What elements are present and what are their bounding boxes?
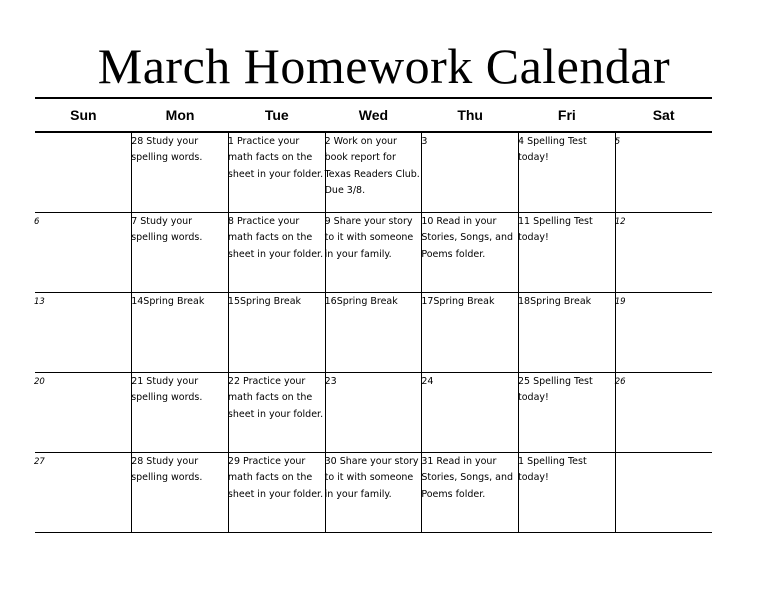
day-cell bbox=[519, 293, 616, 373]
day-cell bbox=[422, 213, 519, 293]
day-cell-text: 20 bbox=[34, 377, 45, 387]
day-cell-text: 3 bbox=[421, 136, 428, 147]
day-cell-text: 18Spring Break bbox=[518, 296, 592, 307]
day-cell bbox=[325, 132, 422, 213]
day-cell-text: 28 Study your spelling words. bbox=[131, 136, 203, 164]
day-cell-text: 25 Spelling Test today! bbox=[518, 376, 593, 404]
day-cell bbox=[325, 373, 422, 453]
day-cell bbox=[35, 213, 132, 293]
day-cell-text: 30 Share your story to it with someone in your family. bbox=[324, 456, 419, 500]
day-cell-text: 26 bbox=[614, 377, 626, 387]
day-cell bbox=[325, 213, 422, 293]
day-cell bbox=[228, 132, 325, 213]
day-cell bbox=[35, 132, 132, 213]
day-cell-text: 1 Practice your math facts on the sheet in your folder. bbox=[227, 136, 324, 180]
day-cell-text: 29 Practice your math facts on the sheet in your folder. bbox=[227, 456, 324, 500]
day-cell bbox=[422, 453, 519, 533]
day-cell bbox=[228, 213, 325, 293]
day-cell bbox=[35, 373, 132, 453]
day-cell bbox=[519, 373, 616, 453]
day-cell-text: 16Spring Break bbox=[324, 296, 398, 307]
day-cell bbox=[325, 293, 422, 373]
day-cell-text: 28 Study your spelling words. bbox=[131, 456, 203, 484]
week-row-4 bbox=[35, 373, 712, 453]
day-cell bbox=[615, 293, 712, 373]
day-cell bbox=[519, 453, 616, 533]
day-cell bbox=[422, 373, 519, 453]
day-cell bbox=[132, 373, 229, 453]
weekday-sat: Sat bbox=[615, 98, 712, 132]
day-cell-text: 8 Practice your math facts on the sheet in your folder. bbox=[227, 216, 324, 260]
week-row-1 bbox=[35, 132, 712, 213]
day-cell bbox=[228, 373, 325, 453]
day-cell bbox=[228, 293, 325, 373]
weekday-fri: Fri bbox=[519, 98, 616, 132]
day-cell bbox=[132, 453, 229, 533]
day-cell bbox=[132, 293, 229, 373]
day-cell-text: 10 Read in your Stories, Songs, and Poems folder. bbox=[421, 216, 514, 260]
weekday-tue: Tue bbox=[228, 98, 325, 132]
day-cell-text: 13 bbox=[34, 297, 45, 307]
page-title: March Homework Calendar bbox=[97, 38, 671, 94]
day-cell-text: 27 bbox=[34, 457, 45, 467]
week-row-2 bbox=[35, 213, 712, 293]
day-cell-text: 19 bbox=[614, 297, 626, 307]
day-cell bbox=[615, 453, 712, 533]
week-row-5 bbox=[35, 453, 712, 533]
weekday-wed: Wed bbox=[325, 98, 422, 132]
day-cell bbox=[519, 213, 616, 293]
day-cell-text: 31 Read in your Stories, Songs, and Poems folder. bbox=[421, 456, 514, 500]
day-cell bbox=[325, 453, 422, 533]
day-cell bbox=[132, 132, 229, 213]
day-cell-text: 1 Spelling Test today! bbox=[518, 456, 587, 484]
day-cell-text: 17Spring Break bbox=[421, 296, 495, 307]
day-cell bbox=[615, 132, 712, 213]
day-cell bbox=[35, 293, 132, 373]
day-cell-text: 11 Spelling Test today! bbox=[518, 216, 593, 244]
day-cell-text: 4 Spelling Test today! bbox=[518, 136, 587, 164]
weekday-sun: Sun bbox=[35, 98, 132, 132]
weekday-mon: Mon bbox=[132, 98, 229, 132]
day-cell-text: 15Spring Break bbox=[227, 296, 302, 307]
day-cell-text: 24 bbox=[421, 376, 434, 387]
day-cell-text: 12 bbox=[614, 217, 626, 227]
day-cell bbox=[615, 373, 712, 453]
weekday-thu: Thu bbox=[422, 98, 519, 132]
day-cell-text: 22 Practice your math facts on the sheet in your folder. bbox=[227, 376, 324, 420]
day-cell-text: 6 bbox=[34, 217, 40, 227]
day-cell-text: 5 bbox=[614, 137, 621, 147]
day-cell-text: 7 Study your spelling words. bbox=[131, 216, 203, 244]
day-cell bbox=[132, 213, 229, 293]
day-cell-text: 2 Work on your book report for Texas Readers Club. Due 3/8. bbox=[324, 136, 420, 197]
week-row-3 bbox=[35, 293, 712, 373]
day-cell-text: 21 Study your spelling words. bbox=[131, 376, 203, 404]
day-cell bbox=[422, 293, 519, 373]
day-cell bbox=[615, 213, 712, 293]
day-cell bbox=[422, 132, 519, 213]
day-cell bbox=[519, 132, 616, 213]
weekday-header-row bbox=[35, 98, 712, 132]
day-cell bbox=[35, 453, 132, 533]
day-cell bbox=[228, 453, 325, 533]
calendar-table bbox=[35, 97, 712, 533]
day-cell-text: 9 Share your story to it with someone in your family. bbox=[324, 216, 414, 260]
day-cell-text: 23 bbox=[324, 376, 337, 387]
day-cell-text: 14Spring Break bbox=[131, 296, 205, 307]
